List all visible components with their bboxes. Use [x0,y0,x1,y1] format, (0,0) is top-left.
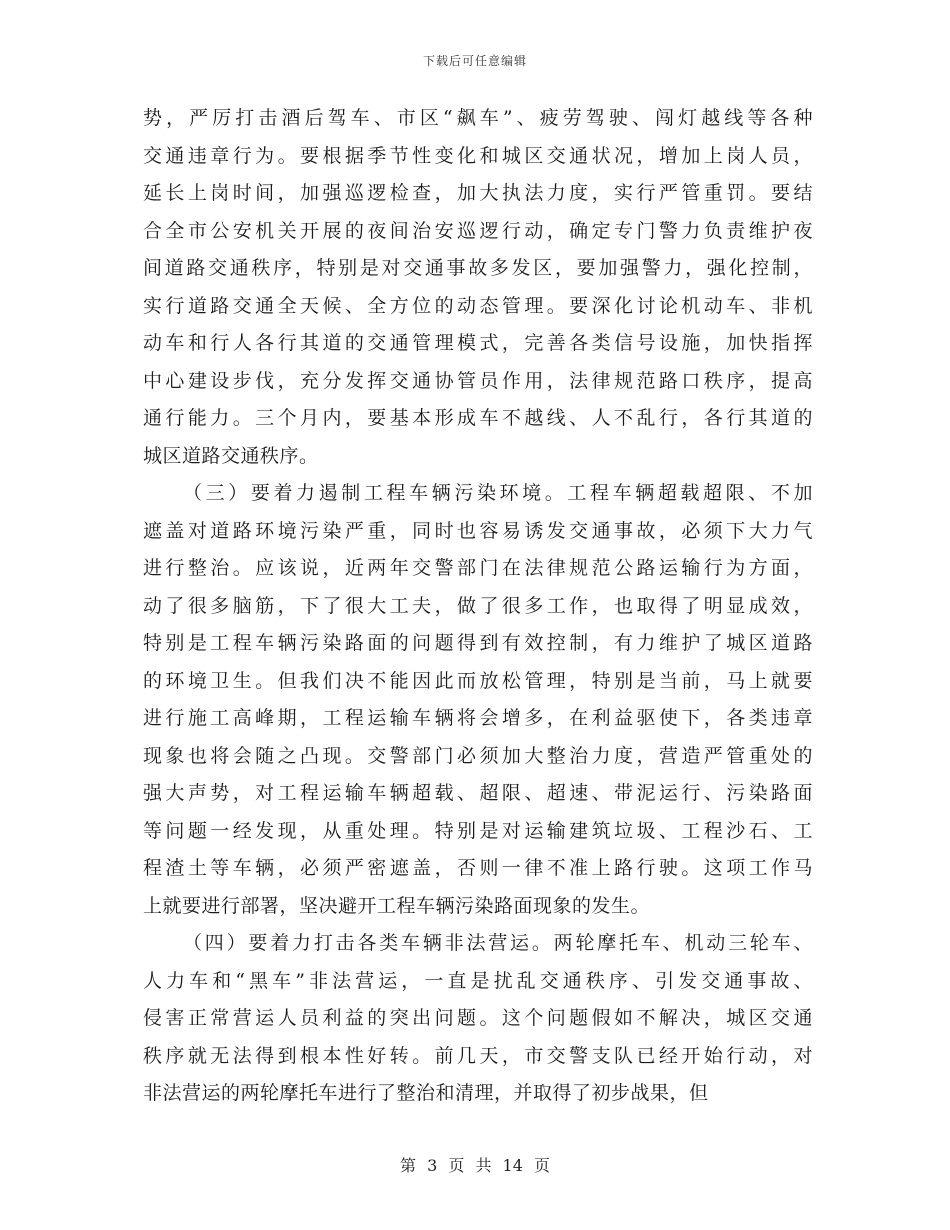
document-body [143,100,813,1113]
text-line: 上就要进行部署，坚决避开工程车辆污染路面现象的发生。 [143,894,651,917]
text-line: 现象也将会随之凸现。交警部门必须加大整治力度，营造严管重处的 [143,744,813,767]
paragraph-2 [143,475,813,925]
text-line: 非法营运的两轮摩托车进行了整治和清理，并取得了初步战果，但 [143,1082,709,1104]
text-line: 动车和行人各行其道的交通管理模式，完善各类信号设施，加快指挥 [143,332,813,354]
text-line: 合全市公安机关开展的夜间治安巡逻行动，确定专门警力负责维护夜 [143,219,813,242]
text-line: 强大声势，对工程运输车辆超载、超限、超速、带泥运行、污染路面 [143,782,813,804]
text-line: 中心建设步伐，充分发挥交通协管员作用，法律规范路口秩序，提高 [143,369,813,392]
page-number-footer: 第 3 页 共 14 页 [400,1156,550,1175]
text-line: 交通违章行为。要根据季节性变化和城区交通状况，增加上岗人员， [143,144,813,167]
text-line: 实行道路交通全天候、全方位的动态管理。要深化讨论机动车、非机 [143,294,813,317]
text-line: 特别是工程车辆污染路面的问题得到有效控制，有力维护了城区道路 [143,632,813,654]
text-line: 进行整治。应该说，近两年交警部门在法律规范公路运输行为方面， [143,557,813,579]
paragraph-1 [143,100,813,475]
text-line: 势，严厉打击酒后驾车、市区“飙车”、疲劳驾驶、闯灯越线等各种 [143,107,813,129]
text-line: 秩序就无法得到根本性好转。前几天，市交警支队已经开始行动，对 [143,1044,813,1067]
paragraph-3 [143,925,813,1113]
text-line: 延长上岗时间，加强巡逻检查，加大执法力度，实行严管重罚。要结 [143,182,813,204]
text-line: 间道路交通秩序，特别是对交通事故多发区，要加强警力，强化控制， [143,257,813,279]
text-line: 等问题一经发现，从重处理。特别是对运输建筑垃圾、工程沙石、工 [143,819,813,842]
text-line: 人力车和“黑车”非法营运，一直是扰乱交通秩序、引发交通事故、 [143,969,813,992]
text-line: 进行施工高峰期，工程运输车辆将会增多，在利益驱使下，各类违章 [143,707,813,729]
page-header: 下载后可任意编辑 [422,54,527,68]
text-line: 的环境卫生。但我们决不能因此而放松管理，特别是当前，马上就要 [143,669,813,692]
text-line: 动了很多脑筋，下了很大工夫，做了很多工作，也取得了明显成效， [143,594,813,617]
text-line: 遮盖对道路环境污染严重，同时也容易诱发交通事故，必须下大力气 [143,519,813,542]
text-line: （四）要着力打击各类车辆非法营运。两轮摩托车、机动三轮车、 [183,932,813,954]
text-line: 侵害正常营运人员利益的突出问题。这个问题假如不解决，城区交通 [143,1007,813,1029]
text-line: 通行能力。三个月内，要基本形成车不越线、人不乱行，各行其道的 [143,407,813,429]
text-line: 程渣土等车辆，必须严密遮盖，否则一律不准上路行驶。这项工作马 [143,857,813,879]
text-line: 城区道路交通秩序。 [143,444,319,467]
text-line: （三）要着力遏制工程车辆污染环境。工程车辆超载超限、不加 [183,482,813,504]
